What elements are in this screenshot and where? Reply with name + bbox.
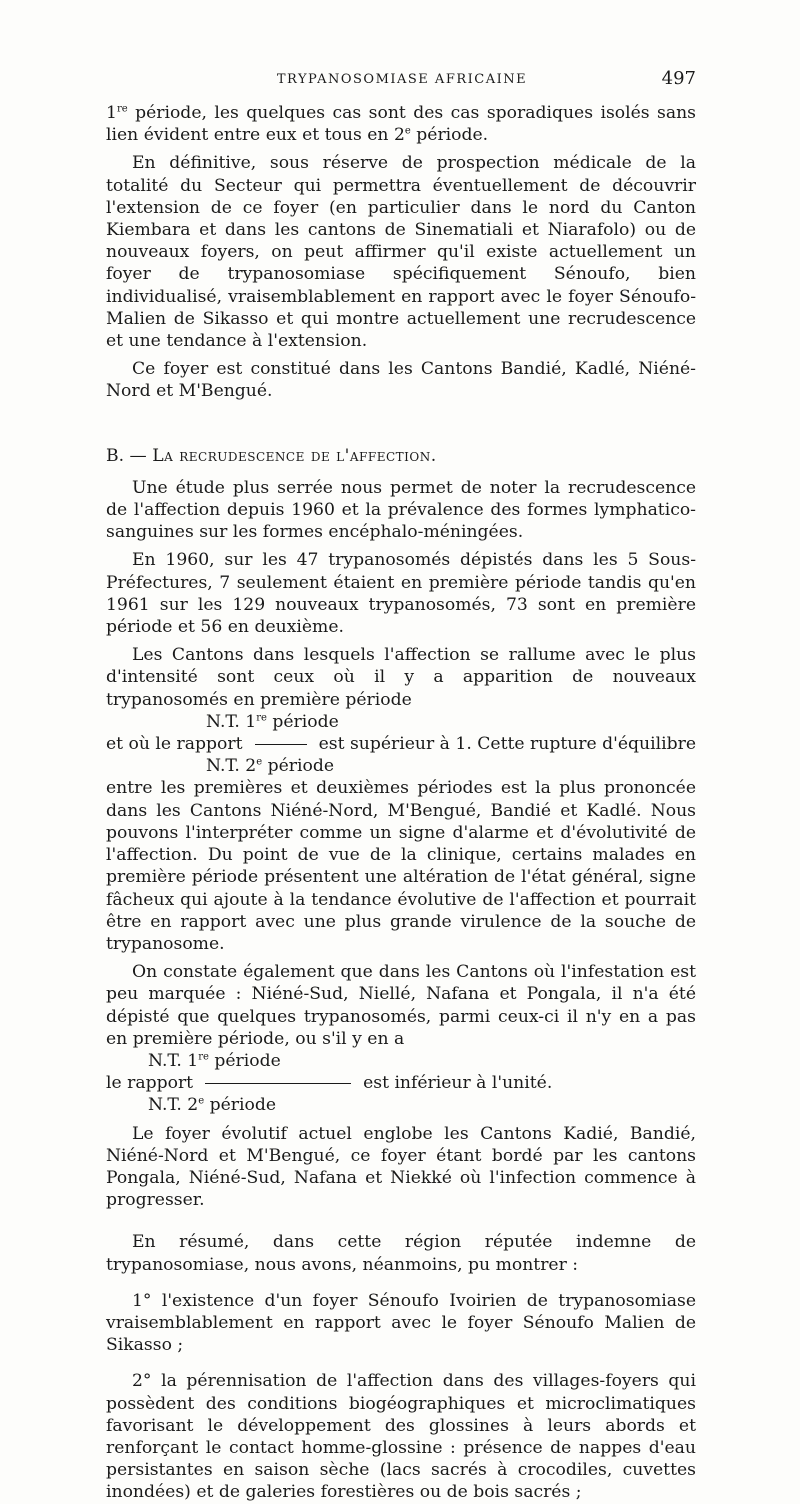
fraction-term: N.T. 1 xyxy=(148,1050,199,1071)
section-heading xyxy=(106,445,696,467)
running-title: TRYPANOSOMIASE AFRICAINE xyxy=(276,72,528,87)
fraction-ratio-2 xyxy=(106,1050,696,1117)
paragraph-foyer: Ce foyer est constitué dans les Cantons Bandié, Kadlé, Niéné-Nord et M'Bengué. xyxy=(106,359,696,402)
ordinal-suffix: re xyxy=(256,712,267,724)
fraction-lead-text: et où le rapport xyxy=(106,734,243,755)
fraction-term: N.T. 2 xyxy=(206,756,257,777)
paragraph-text: période. xyxy=(410,125,489,146)
fraction-trail-text: est inférieur à l'unité. xyxy=(363,1073,553,1094)
paragraph-text: période, les quelques cas sont des cas sporadiques isolés sans lien évident entre eux et tous en 2 xyxy=(106,103,696,146)
fraction-bar xyxy=(205,1083,351,1084)
section-title: La recrudescence de l'affection. xyxy=(152,445,437,466)
fraction-term: N.T. 1 xyxy=(206,711,257,732)
paragraph-continuation xyxy=(106,102,696,146)
fraction-line xyxy=(106,733,696,755)
paragraph-interpretation: entre les premières et deuxièmes périodes est la plus prononcée dans les Cantons Niéné-Nord, M'Bengué, Bandié et Kadlé. Nous pouvons l'interpréter comme un signe d'alarme et d'évolutivité de l'affection. Du point de vue de la clinique, certains malades en première période présentent une altération de l'état général, signe fâcheux qui ajoute à la tendance évolutive de l'affection et pourrait être en rapport avec une plus grande virulence de la souche de trypanosome. xyxy=(106,778,696,954)
fraction-term: période xyxy=(204,1095,276,1116)
ordinal-suffix: e xyxy=(198,1095,205,1107)
paragraph-conclusion: En définitive, sous réserve de prospection médicale de la totalité du Secteur qui permettra éventuellement de découvrir l'extension de ce foyer (en particulier dans le nord du Canton Kiembara et dans les cantons de Sinematiali et Niarafolo) ou de nouveaux foyers, on peut affirmer qu'il existe actuellement un foyer de trypanosomiase spécifiquement Sénoufo, bien individualisé, vraisemblablement en rapport avec le foyer Sénoufo-Malien de Sikasso et qui montre actuellement une recrudescence et une tendance à l'extension. xyxy=(106,153,696,352)
section-label: B. — xyxy=(106,445,153,466)
paragraph-statistics: En 1960, sur les 47 trypanosomés dépistés dans les 5 Sous-Préfectures, 7 seulement étaient en première période tandis qu'en 1961 sur les 129 nouveaux trypanosomés, 73 sont en première période et 56 en deuxième. xyxy=(106,550,696,638)
list-item-2: 2° la pérennisation de l'affection dans des villages-foyers qui possèdent des conditions biogéographiques et microclimatiques favorisant le développement des glossines à leurs abords et renforçant le contact homme-glossine : présence de nappes d'eau persistantes en saison sèche (lacs sacrés à crocodiles, cuvettes inondées) et de galeries forestières ou de bois sacrés ; xyxy=(106,1371,696,1503)
paragraph-cantons: Les Cantons dans lesquels l'affection se rallume avec le plus d'intensité sont ceux où il y a apparition de nouveaux trypanosomés en première période xyxy=(106,645,696,710)
fraction-denominator xyxy=(106,755,696,777)
fraction-line xyxy=(106,1072,696,1094)
fraction-bar xyxy=(255,744,307,745)
fraction-denominator xyxy=(106,1094,696,1116)
page-header xyxy=(108,70,696,94)
ordinal-suffix: re xyxy=(116,103,128,115)
fraction-term: période xyxy=(266,711,339,732)
fraction-lead-text: le rapport xyxy=(106,1073,194,1094)
fraction-numerator xyxy=(106,711,696,733)
fraction-term: N.T. 2 xyxy=(148,1095,199,1116)
fraction-term: période xyxy=(262,756,334,777)
fraction-numerator xyxy=(106,1050,696,1072)
ordinal-suffix: e xyxy=(404,125,411,137)
ordinal-suffix: re xyxy=(198,1051,209,1063)
paragraph-foyer-evolutif: Le foyer évolutif actuel englobe les Cantons Kadié, Bandié, Niéné-Nord et M'Bengué, ce foyer étant bordé par les cantons Pongala, Niéné-Sud, Nafana et Niekké où l'infection commence à progresser. xyxy=(106,1123,696,1211)
page-number: 497 xyxy=(661,68,696,89)
fraction-term: période xyxy=(208,1050,281,1071)
list-item-1: 1° l'existence d'un foyer Sénoufo Ivoirien de trypanosomiase vraisemblablement en rapport avec le foyer Sénoufo Malien de Sikasso ; xyxy=(106,1290,696,1356)
paragraph-resume: En résumé, dans cette région réputée indemne de trypanosomiase, nous avons, néanmoins, pu montrer : xyxy=(106,1232,696,1275)
page-body xyxy=(106,102,696,1504)
paragraph-recrudescence: Une étude plus serrée nous permet de noter la recrudescence de l'affection depuis 1960 et la prévalence des formes lymphatico-sanguines sur les formes encéphalo-méningées. xyxy=(106,477,696,543)
fraction-trail-text: est supérieur à 1. Cette rupture d'équilibre xyxy=(318,734,696,755)
paragraph-infestation: On constate également que dans les Cantons où l'infestation est peu marquée : Niéné-Sud, Niellé, Nafana et Pongala, il n'a été dépisté que quelques trypanosomés, parmi ceux-ci il n'y en a pas en première période, ou s'il y en a xyxy=(106,962,696,1049)
ordinal-number: 1 xyxy=(106,103,117,123)
fraction-ratio-1 xyxy=(106,711,696,778)
ordinal-suffix: e xyxy=(256,756,263,768)
